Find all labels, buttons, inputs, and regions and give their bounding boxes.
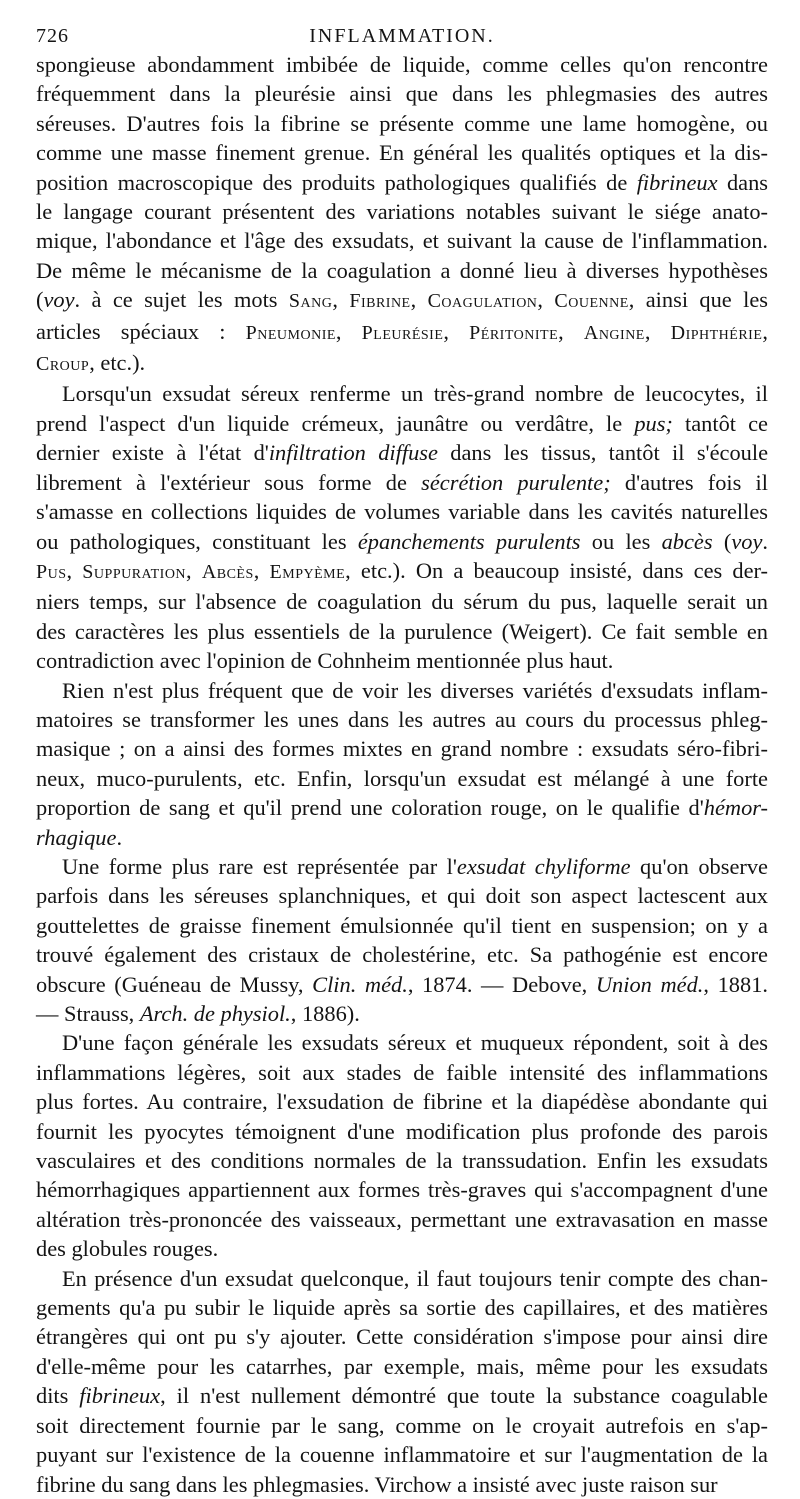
text-run: fournit les pyocytes témoignent d'une modification plus profonde des parois: [36, 1118, 768, 1144]
text-line: [36, 587, 768, 616]
text-line: [36, 1470, 768, 1499]
text-run: inflammations légères, soit aux stades de faible intensité des inflammations: [36, 1059, 768, 1085]
text-run: gements qu'a pu subir le liquide après sa sortie des capillaires, et des matières: [36, 1295, 768, 1321]
text-line: [36, 1322, 768, 1351]
text-line: [36, 168, 768, 197]
running-header: [36, 22, 768, 50]
text-run: d'autres fois il: [610, 469, 768, 495]
text-line: [36, 646, 768, 675]
text-line: [36, 970, 768, 999]
text-line: [36, 497, 768, 526]
small-caps-run: Diphthérie: [670, 321, 763, 344]
text-run: puyant sur l'existence de la couenne inflammatoire et sur l'augmentation de la: [36, 1442, 768, 1468]
small-caps-run: Pleurésie: [361, 321, 444, 344]
text-line: [36, 438, 768, 467]
small-caps-run: Suppuration: [82, 560, 187, 583]
text-line: [36, 676, 768, 705]
text-line: [36, 793, 768, 822]
text-line: [36, 1146, 768, 1175]
book-page: [36, 22, 768, 1499]
text-line: [36, 348, 768, 379]
text-run: articles spéciaux :: [36, 318, 246, 344]
small-caps-run: Pneumonie: [245, 321, 336, 344]
text-run: ,: [443, 318, 470, 344]
text-run: , 1881.: [703, 971, 768, 997]
text-run: ,: [558, 318, 584, 344]
small-caps-run: Croup: [36, 353, 90, 376]
text-run: séreuses. D'autres fois la fibrine se présente comme une lame homogène, ou: [36, 110, 768, 136]
text-line: [36, 1352, 768, 1381]
text-line: [36, 285, 768, 316]
text-run: vasculaires et des conditions normales de la transsudation. Enfin les exsudats: [36, 1148, 768, 1174]
text-line: [36, 256, 768, 285]
text-run: dans les tissus, tantôt il s'écoule: [437, 440, 769, 466]
text-run: , ainsi que les: [628, 287, 768, 313]
text-run: En présence d'un exsudat quelconque, il faut toujours tenir compte des chan-: [62, 1265, 768, 1291]
italic-run: fibrineux: [636, 169, 718, 195]
text-line: [36, 1234, 768, 1263]
text-run: soit directement fournie par le sang, comme on le croyait autrefois en s'ap-: [36, 1412, 768, 1438]
text-run: prend l'aspect d'un liquide crémeux, jaunâtre ou verdâtre, le: [36, 410, 635, 436]
small-caps-run: Angine: [583, 321, 645, 344]
body-text: [36, 50, 768, 1499]
italic-run: exsudat chyliforme: [456, 853, 631, 879]
text-run: ou pathologiques, constituant les: [36, 528, 358, 554]
text-run: dernier existe à l'état d': [36, 440, 269, 466]
text-run: matoires se transformer les unes dans les autres au cours du processus phleg-: [36, 706, 768, 732]
text-run: fréquemment dans la pleurésie ainsi que dans les phlegmasies des autres: [36, 81, 768, 107]
page-number: 726: [36, 25, 69, 47]
text-run: des globules rouges.: [36, 1236, 219, 1262]
text-run: qu'on observe: [630, 853, 768, 879]
text-run: , 1886).: [290, 1001, 360, 1026]
italic-run: infiltration diffuse: [268, 440, 438, 466]
italic-run: voy: [731, 528, 763, 554]
text-line: [36, 881, 768, 910]
text-line: [36, 138, 768, 167]
text-run: ,: [186, 557, 202, 583]
text-line: [36, 197, 768, 226]
text-run: Lorsqu'un exsudat séreux renferme un très-grand nombre de leucocytes, il: [62, 381, 768, 407]
text-run: .: [116, 824, 123, 850]
text-run: ,: [762, 318, 769, 344]
text-run: étrangères qui ont pu s'y ajouter. Cette considération s'impose pour ainsi dire: [36, 1324, 768, 1350]
text-line: [36, 1411, 768, 1440]
text-line: [36, 705, 768, 734]
text-run: fibrine du sang dans les phlegmasies. Virchow a insisté avec juste raison sur: [36, 1471, 718, 1497]
text-line: [36, 823, 768, 852]
text-line: [36, 109, 768, 138]
text-run: , 1874. — Debove,: [407, 971, 596, 997]
text-run: niers temps, sur l'absence de coagulation du sérum du pus, laquelle serait un: [36, 589, 768, 615]
text-run: ,: [410, 287, 428, 313]
text-run: , etc.).: [89, 350, 146, 376]
italic-run: rhagique: [36, 824, 117, 850]
text-line: [36, 911, 768, 940]
text-run: ou les: [580, 528, 662, 554]
text-run: plus fortes. Au contraire, l'exsudation de fibrine et la diapédèse abondante qui: [36, 1089, 768, 1115]
text-line: [36, 617, 768, 646]
text-line: [36, 226, 768, 255]
text-run: des caractères les plus essentiels de la purulence (Weigert). Ce fait semble en: [36, 618, 768, 644]
text-run: hémorrhagiques appartiennent aux formes très-graves qui s'accompagnent d'une: [36, 1177, 768, 1203]
text-line: [36, 468, 768, 497]
small-caps-run: Abcès: [201, 560, 254, 583]
text-run: ,: [644, 318, 671, 344]
text-line: [36, 1087, 768, 1116]
text-line: [36, 556, 768, 587]
text-line: [36, 999, 768, 1028]
text-line: [36, 852, 768, 881]
text-run: ,: [537, 287, 555, 313]
text-run: dans: [717, 169, 769, 195]
text-run: proportion de sang et qu'il prend une coloration rouge, on le qualifie d': [36, 795, 704, 821]
small-caps-run: Fibrine: [349, 290, 411, 313]
paragraph: [36, 852, 768, 1028]
text-run: ,: [66, 557, 83, 583]
text-run: (: [36, 287, 44, 313]
text-run: obscure (Guéneau de Mussy,: [36, 971, 313, 997]
small-caps-run: Pus: [36, 560, 67, 583]
small-caps-run: Couenne: [554, 290, 629, 313]
italic-run: fibrineux: [79, 1383, 161, 1409]
text-run: ,: [332, 287, 350, 313]
text-run: trouvé également des cristaux de cholestérine, etc. Sa pathogénie est encore: [36, 942, 768, 968]
text-run: dits: [36, 1383, 80, 1409]
text-line: [36, 1058, 768, 1087]
text-run: Rien n'est plus fréquent que de voir les diverses variétés d'exsudats inflam-: [62, 677, 768, 703]
text-run: gouttelettes de graisse finement émulsionnée qu'il tient en suspension; on y a: [36, 912, 768, 938]
text-run: , etc.). On a beaucoup insisté, dans ces der-: [345, 557, 768, 583]
text-run: position macroscopique des produits pathologiques qualifiés de: [36, 169, 637, 195]
text-line: [36, 1205, 768, 1234]
italic-run: sécrétion purulente;: [421, 469, 611, 495]
text-run: D'une façon générale les exsudats séreux et muqueux répondent, soit à des: [62, 1030, 768, 1056]
text-run: De même le mécanisme de la coagulation a donné lieu à diverses hypothèses: [36, 257, 768, 283]
small-caps-run: Empyème: [269, 560, 346, 583]
text-run: mique, l'abondance et l'âge des exsudats, et suivant la cause de l'inflammation.: [36, 228, 768, 254]
text-run: ,: [335, 318, 362, 344]
text-run: parfois dans les séreuses splanchniques, et qui doit son aspect lactescent aux: [36, 883, 768, 909]
text-line: [36, 527, 768, 556]
text-line: [36, 1264, 768, 1293]
italic-run: abcès: [661, 528, 713, 554]
italic-run: Arch. de physiol.: [139, 1001, 291, 1026]
small-caps-run: Sang: [288, 290, 333, 313]
italic-run: Union méd.: [595, 971, 704, 997]
text-run: librement à l'extérieur sous forme de: [36, 469, 422, 495]
text-run: spongieuse abondamment imbibée de liquide, comme celles qu'on rencontre: [36, 52, 768, 77]
italic-run: hémor-: [703, 795, 768, 821]
text-line: [36, 317, 768, 348]
text-line: [36, 1175, 768, 1204]
paragraph: [36, 1028, 768, 1263]
text-run: ,: [253, 557, 270, 583]
text-line: [36, 50, 768, 79]
text-line: [36, 1293, 768, 1322]
text-run: — Strauss,: [36, 1001, 140, 1026]
text-line: [36, 940, 768, 969]
text-run: Une forme plus rare est représentée par l': [62, 853, 457, 879]
text-run: neux, muco-purulents, etc. Enfin, lorsqu'un exsudat est mélangé à une forte: [36, 765, 768, 791]
text-line: [36, 1440, 768, 1469]
italic-run: épanchements purulents: [357, 528, 581, 554]
paragraph: [36, 676, 768, 852]
running-title: INFLAMMATION.: [309, 25, 495, 47]
text-line: [36, 379, 768, 408]
text-line: [36, 1028, 768, 1057]
text-run: masique ; on a ainsi des formes mixtes en grand nombre : exsudats séro-fibri-: [36, 736, 768, 762]
text-run: altération très-prononcée des vaisseaux, permettant une extravasation en masse: [36, 1206, 768, 1232]
text-line: [36, 764, 768, 793]
text-run: tantôt ce: [672, 410, 768, 436]
text-run: (: [712, 528, 732, 554]
paragraph: [36, 50, 768, 379]
text-run: le langage courant présentent des variations notables suivant le siége anato-: [36, 199, 768, 225]
text-run: .: [762, 528, 768, 554]
text-line: [36, 409, 768, 438]
paragraph: [36, 1264, 768, 1499]
small-caps-run: Péritonite: [469, 321, 559, 344]
text-run: . à ce sujet les mots: [74, 287, 289, 313]
text-run: , il n'est nullement démontré que toute la substance coagulable: [160, 1383, 768, 1409]
text-run: d'elle-même pour les catarrhes, par exemple, mais, même pour les exsudats: [36, 1353, 768, 1379]
paragraph: [36, 379, 768, 675]
text-line: [36, 1381, 768, 1410]
text-line: [36, 1117, 768, 1146]
italic-run: Clin. méd.: [312, 971, 408, 997]
text-line: [36, 79, 768, 108]
text-run: contradiction avec l'opinion de Cohnheim mentionnée plus haut.: [36, 648, 614, 674]
text-line: [36, 734, 768, 763]
small-caps-run: Coagulation: [427, 290, 538, 313]
italic-run: pus;: [634, 410, 673, 436]
text-run: s'amasse en collections liquides de volumes variable dans les cavités naturelles: [36, 499, 768, 525]
text-run: comme une masse finement grenue. En général les qualités optiques et la dis-: [36, 140, 768, 166]
italic-run: voy: [43, 287, 75, 313]
